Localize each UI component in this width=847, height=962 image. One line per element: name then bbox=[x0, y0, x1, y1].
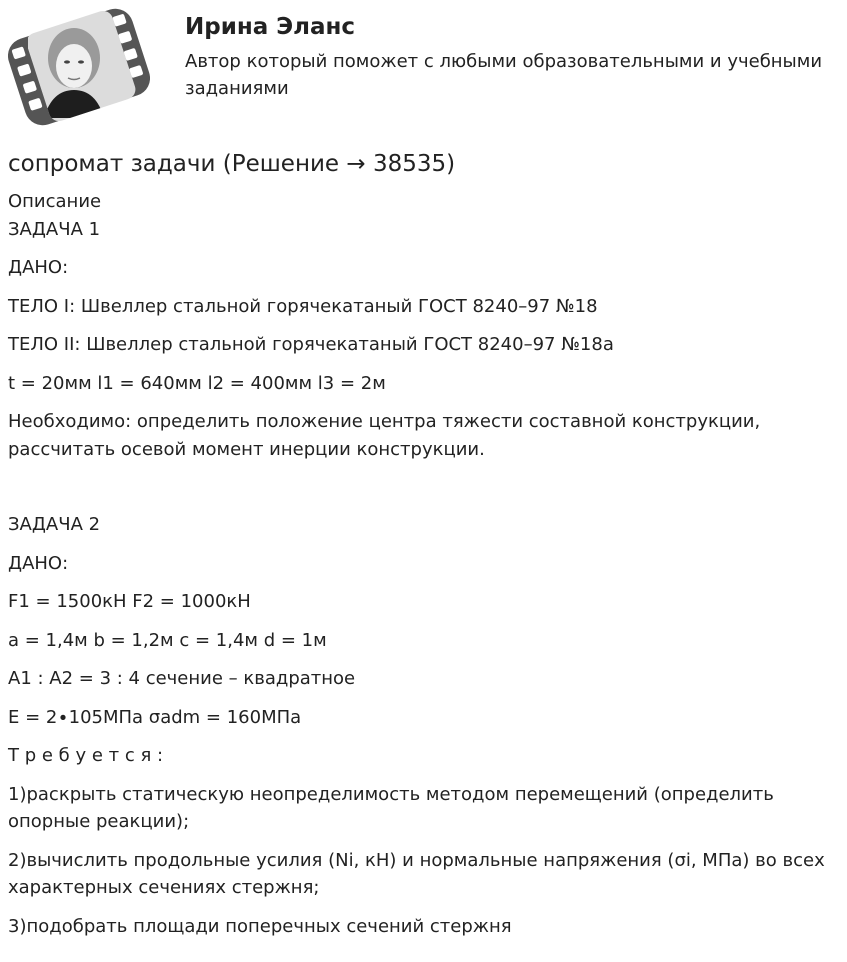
task1-dims: t = 20мм l1 = 640мм l2 = 400мм l3 = 2м bbox=[8, 372, 386, 394]
task2-step1: 1)раскрыть статическую неопределимость методом перемещений (определить опорные реакции); bbox=[8, 783, 774, 832]
task2-step2: 2)вычислить продольные усилия (Ni, кН) и нормальные напряжения (σi, МПа) во всех характерных сечениях стержня; bbox=[8, 849, 825, 898]
task1-given: ДАНО: bbox=[8, 257, 69, 278]
task2-heading: ЗАДАЧА 2 bbox=[8, 514, 101, 535]
task2-step3: 3)подобрать площади поперечных сечений стержня bbox=[8, 915, 512, 937]
film-frame-portrait-icon bbox=[8, 8, 150, 126]
task1-body1: ТЕЛО I: Швеллер стальной горячекатаный ГОСТ 8240–97 №18 bbox=[8, 295, 598, 317]
task2-material: E = 2∙105МПа σadm = 160МПа bbox=[8, 706, 302, 728]
spacer bbox=[8, 474, 838, 511]
task2-forces: F1 = 1500кН F2 = 1000кН bbox=[8, 591, 251, 612]
task1-body2: ТЕЛО II: Швеллер стальной горячекатаный ГОСТ 8240–97 №18а bbox=[8, 334, 614, 355]
description-label: Описание bbox=[8, 191, 102, 212]
task2-areas: A1 : A2 = 3 : 4 сечение – квадратное bbox=[8, 668, 356, 689]
task1-required: Необходимо: определить положение центра тяжести составной конструкции, рассчитать осевой момент инерции конструкции. bbox=[8, 411, 761, 460]
author-description: Автор который поможет с любыми образовательными и учебными заданиями bbox=[185, 51, 823, 99]
task2-required-label: Т р е б у е т с я : bbox=[8, 745, 164, 766]
page-title: сопромат задачи (Решение → 38535) bbox=[8, 151, 456, 177]
task1-heading: ЗАДАЧА 1 bbox=[8, 218, 101, 240]
description-content bbox=[8, 188, 838, 951]
author-card bbox=[8, 8, 838, 128]
task2-given: ДАНО: bbox=[8, 552, 69, 574]
avatar[interactable] bbox=[8, 8, 150, 126]
task2-lengths: a = 1,4м b = 1,2м c = 1,4м d = 1м bbox=[8, 629, 327, 651]
author-name[interactable]: Ирина Эланс bbox=[185, 14, 356, 40]
author-info bbox=[185, 12, 835, 102]
